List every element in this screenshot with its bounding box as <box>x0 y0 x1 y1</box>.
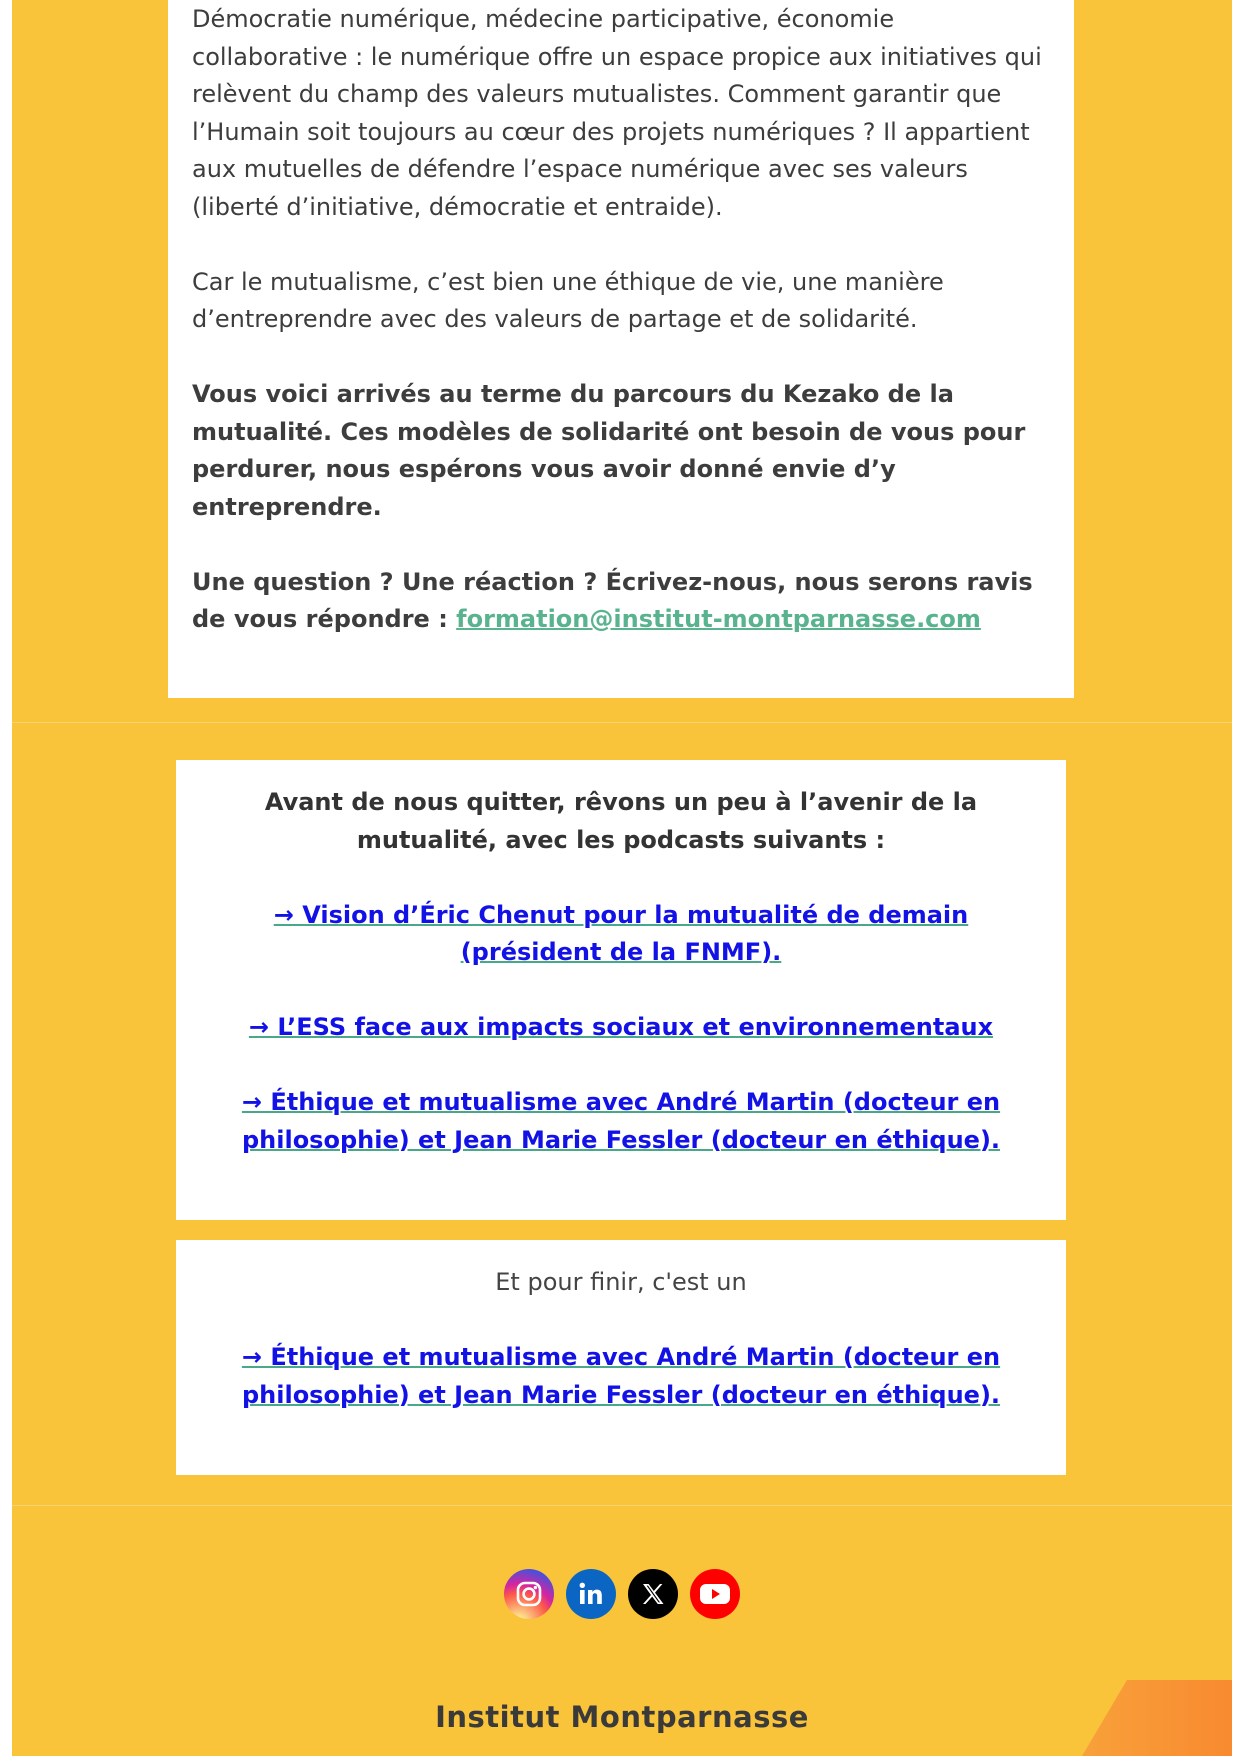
x-icon[interactable] <box>628 1569 678 1619</box>
podcast-link-ethique-mutualisme[interactable]: → Éthique et mutualisme avec André Martin (docteur en philosophie) et Jean Marie Fessler (docteur en éthique). <box>241 1088 1001 1154</box>
youtube-icon[interactable] <box>690 1569 740 1619</box>
section-divider <box>12 722 1232 723</box>
paragraph-conclusion: Vous voici arrivés au terme du parcours du Kezako de la mutualité. Ces modèles de solidarité ont besoin de vous pour perdurer, nous espérons vous avoir donné envie d’y entreprendre. <box>192 380 1026 521</box>
footer-brand: Institut Montparnasse <box>435 1700 809 1734</box>
email-frame <box>12 0 1232 1756</box>
content-card <box>168 0 1074 698</box>
social-links <box>12 1566 1232 1622</box>
final-card <box>176 1240 1066 1475</box>
podcasts-intro: Avant de nous quitter, rêvons un peu à l’avenir de la mutualité, avec les podcasts suivants : <box>264 788 978 854</box>
contact-paragraph <box>192 564 1050 639</box>
section-divider <box>12 1505 1232 1506</box>
paragraph-digital-democracy: Démocratie numérique, médecine participative, économie collaborative : le numérique offre un espace propice aux initiatives qui relèvent du champ des valeurs mutualistes. Comment garantir que l’Humain soit toujours au cœur des projets numériques ? Il appartient aux mutuelles de défendre l’espace numérique avec ses valeurs (liberté d’initiative, démocratie et entraide). <box>192 5 1042 221</box>
final-text: Et pour finir, c'est un <box>495 1268 747 1296</box>
instagram-icon[interactable] <box>504 1569 554 1619</box>
linkedin-icon[interactable] <box>566 1569 616 1619</box>
contact-email-link[interactable]: formation@institut-montparnasse.com <box>456 605 981 633</box>
final-podcast-link[interactable]: → Éthique et mutualisme avec André Martin (docteur en philosophie) et Jean Marie Fessler (docteur en éthique). <box>241 1343 1001 1409</box>
podcast-link-ess-impacts[interactable]: → L’ESS face aux impacts sociaux et environnementaux <box>248 1013 994 1041</box>
podcasts-card <box>176 760 1066 1220</box>
paragraph-mutualism-ethics: Car le mutualisme, c’est bien une éthique de vie, une manière d’entreprendre avec des valeurs de partage et de solidarité. <box>192 267 944 333</box>
contact-text: Une question ? Une réaction ? Écrivez-nous, nous serons ravis de vous répondre : <box>192 567 1033 633</box>
podcast-link-eric-chenut[interactable]: → Vision d’Éric Chenut pour la mutualité de demain (président de la FNMF). <box>273 900 969 966</box>
